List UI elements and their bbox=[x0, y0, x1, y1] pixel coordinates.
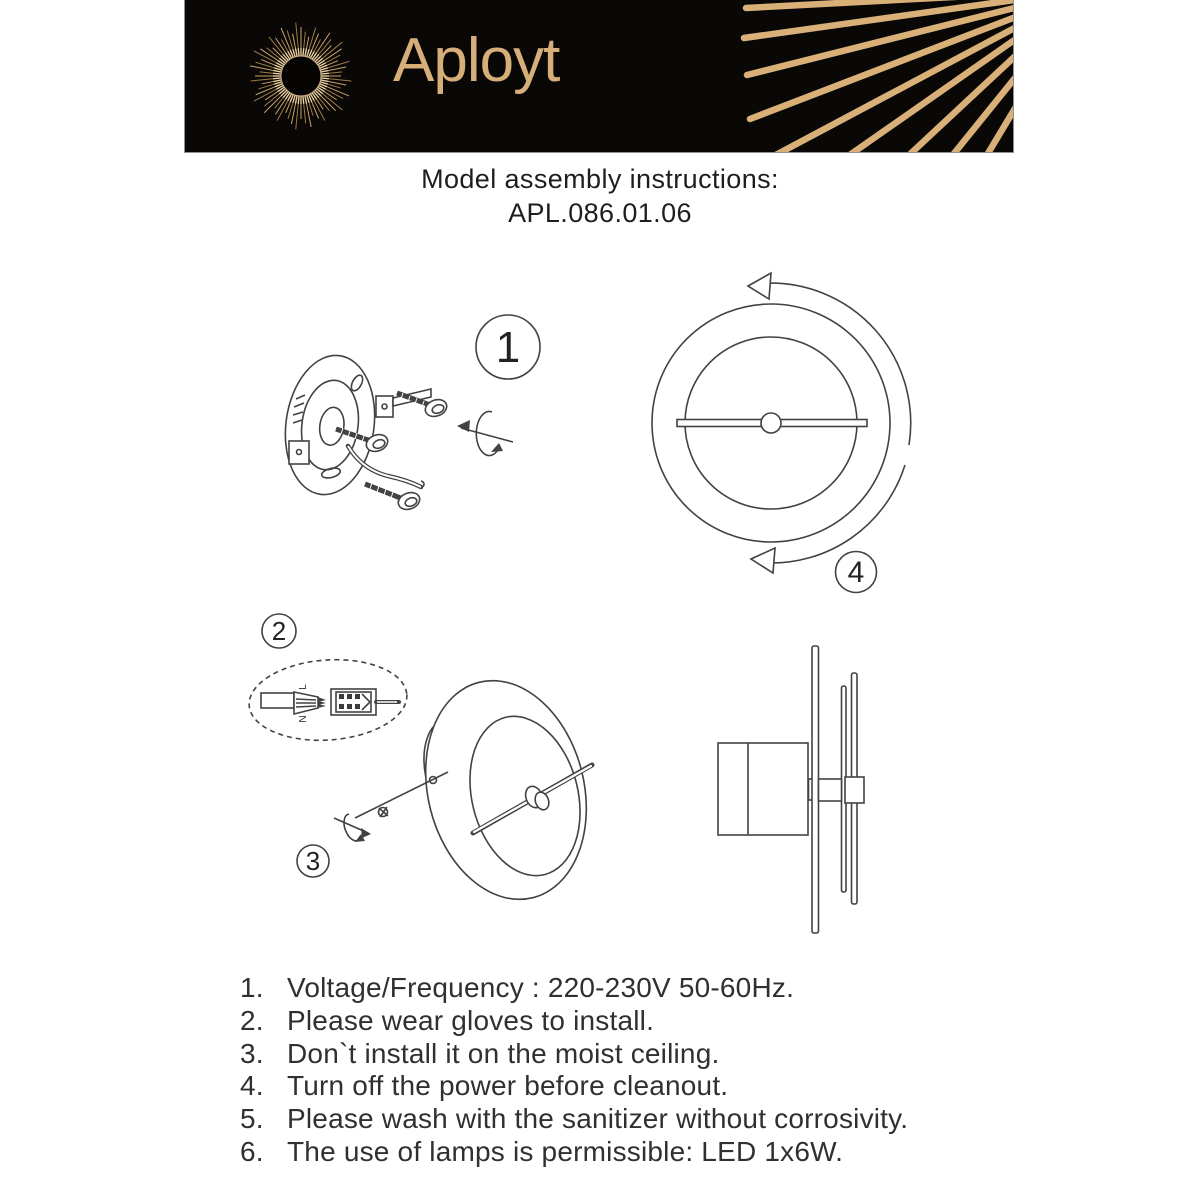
ceiling-box-icon bbox=[718, 743, 808, 835]
hub-icon bbox=[761, 413, 781, 433]
list-item-text: Please wear gloves to install. bbox=[287, 1004, 655, 1036]
list-item-text: Voltage/Frequency : 220-230V 50-60Hz. bbox=[287, 972, 795, 1003]
list-item-number: 3. bbox=[240, 1037, 264, 1069]
list-item-text: Don`t install it on the moist ceiling. bbox=[287, 1037, 720, 1069]
wire-label-l: L bbox=[298, 684, 309, 690]
brand-name: Aployt bbox=[393, 26, 560, 95]
model-number: APL.086.01.06 bbox=[508, 198, 692, 228]
step1-number: 1 bbox=[495, 323, 521, 372]
step4-diagram bbox=[652, 273, 911, 593]
hub-block-icon bbox=[845, 777, 864, 803]
step2-number: 2 bbox=[271, 616, 287, 646]
step4-number: 4 bbox=[847, 556, 865, 589]
wire-label-n: N bbox=[298, 715, 309, 723]
step3-number: 3 bbox=[305, 846, 321, 876]
step1-diagram bbox=[277, 315, 540, 512]
side-view-diagram bbox=[718, 646, 864, 933]
large-disc-edge-icon bbox=[812, 646, 819, 933]
list-item-number: 4. bbox=[240, 1070, 264, 1102]
rotate-icon bbox=[334, 814, 371, 842]
instruction-list bbox=[240, 972, 1060, 1169]
rotate-icon bbox=[457, 412, 513, 456]
list-item-number: 2. bbox=[240, 1004, 264, 1036]
list-item-number: 6. bbox=[240, 1135, 264, 1167]
lamp-disc-icon bbox=[403, 663, 608, 916]
list-item-text: Turn off the power before cleanout. bbox=[287, 1070, 729, 1102]
mounting-plate-icon bbox=[277, 350, 431, 501]
list-item bbox=[240, 972, 1060, 1005]
wire-connector-icon bbox=[261, 684, 399, 723]
screw-icon bbox=[365, 483, 422, 512]
step2-diagram bbox=[246, 614, 409, 745]
page-title: Model assembly instructions: bbox=[421, 164, 779, 194]
list-item-number: 1. bbox=[240, 972, 264, 1003]
list-item bbox=[240, 1136, 1060, 1169]
hub-block-icon bbox=[819, 779, 842, 801]
list-item bbox=[240, 1070, 1060, 1103]
list-item bbox=[240, 1038, 1060, 1071]
list-item-text: Please wash with the sanitizer without corrosivity. bbox=[287, 1103, 909, 1135]
list-item bbox=[240, 1005, 1060, 1038]
list-item-text: The use of lamps is permissible: LED 1x6W. bbox=[287, 1135, 844, 1167]
list-item bbox=[240, 1103, 1060, 1136]
list-item-number: 5. bbox=[240, 1103, 264, 1135]
